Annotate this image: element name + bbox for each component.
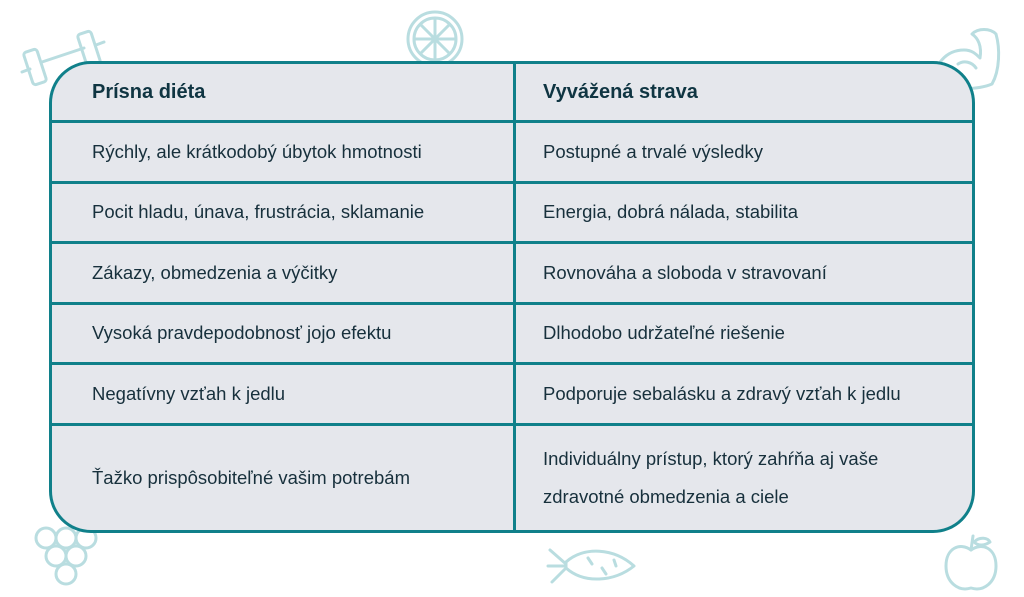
header-balanced-diet: Vyvážená strava	[543, 80, 698, 103]
strict-diet-cell: Rýchly, ale krátkodobý úbytok hmotnosti	[92, 140, 422, 162]
table-row	[52, 426, 972, 530]
balanced-diet-cell: Individuálny prístup, ktorý zahŕňa aj vaše zdravotné obmedzenia a ciele	[543, 448, 879, 507]
apple-icon	[940, 532, 1002, 596]
strict-diet-cell: Zákazy, obmedzenia a výčitky	[92, 261, 338, 283]
table-row	[52, 184, 972, 241]
strict-diet-cell: Vysoká pravdepodobnosť jojo efektu	[92, 322, 392, 344]
table-row	[52, 244, 972, 302]
strict-diet-cell: Negatívny vzťah k jedlu	[92, 382, 286, 404]
table-header-row	[52, 64, 972, 120]
balanced-diet-cell: Podporuje sebalásku a zdravý vzťah k jedlu	[543, 382, 901, 404]
balanced-diet-cell: Rovnováha a sloboda v stravovaní	[543, 261, 827, 283]
table-row	[52, 123, 972, 181]
strict-diet-cell: Pocit hladu, únava, frustrácia, sklamanie	[92, 201, 425, 223]
carrot-icon	[544, 538, 640, 594]
table-row	[52, 365, 972, 423]
comparison-table	[49, 61, 975, 533]
balanced-diet-cell: Energia, dobrá nálada, stabilita	[543, 201, 799, 223]
strict-diet-cell: Ťažko prispôsobiteľné vašim potrebám	[92, 466, 410, 488]
table-row	[52, 305, 972, 362]
header-strict-diet: Prísna diéta	[92, 80, 206, 103]
balanced-diet-cell: Dlhodobo udržateľné riešenie	[543, 322, 785, 344]
balanced-diet-cell: Postupné a trvalé výsledky	[543, 140, 764, 162]
